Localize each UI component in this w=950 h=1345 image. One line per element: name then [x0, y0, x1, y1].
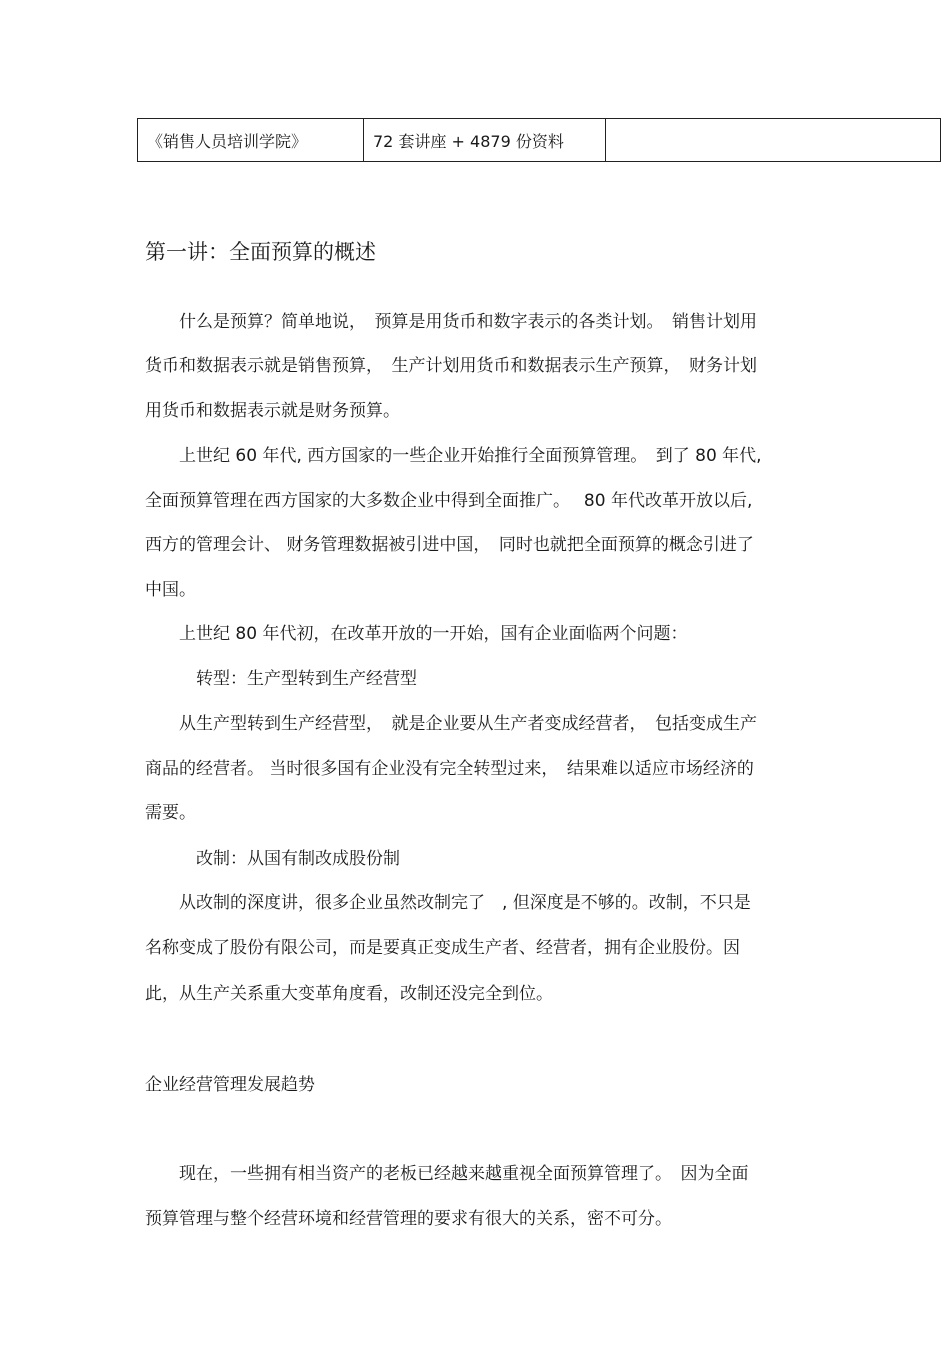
section-heading: 企业经营管理发展趋势	[145, 1075, 315, 1095]
page-title: 第一讲：全面预算的概述	[145, 240, 376, 264]
paragraph-line: 预算管理与整个经营环境和经营管理的要求有很大的关系，密不可分。	[145, 1209, 672, 1229]
paragraph-line: 名称变成了股份有限公司，而是要真正变成生产者、经营者，拥有企业股份。因	[145, 938, 740, 958]
header-table	[137, 118, 941, 162]
paragraph-line: 现在，一些拥有相当资产的老板已经越来越重视全面预算管理了。 因为全面	[145, 1164, 749, 1184]
paragraph-line: 需要。	[145, 803, 196, 823]
paragraph-line: 什么是预算？简单地说， 预算是用货币和数字表示的各类计划。 销售计划用	[145, 312, 757, 332]
paragraph-line: 从生产型转到生产经营型， 就是企业要从生产者变成经营者， 包括变成生产	[145, 714, 757, 734]
header-cell-empty	[606, 119, 941, 162]
subheading-line: 改制：从国有制改成股份制	[145, 849, 400, 869]
header-table-row	[138, 119, 941, 162]
header-cell-content: 72 套讲座 + 4879 份资料	[364, 119, 606, 162]
paragraph-line: 货币和数据表示就是销售预算， 生产计划用货币和数据表示生产预算， 财务计划	[145, 356, 757, 376]
paragraph-line: 全面预算管理在西方国家的大多数企业中得到全面推广。 80 年代改革开放以后,	[145, 491, 753, 511]
paragraph-line: 中国。	[145, 580, 196, 600]
paragraph-line: 用货币和数据表示就是财务预算。	[145, 401, 400, 421]
paragraph-line: 上世纪 80 年代初，在改革开放的一开始，国有企业面临两个问题：	[145, 624, 688, 644]
paragraph-line: 商品的经营者。 当时很多国有企业没有完全转型过来， 结果难以适应市场经济的	[145, 759, 754, 779]
paragraph-line: 此，从生产关系重大变革角度看，改制还没完全到位。	[145, 984, 553, 1004]
subheading-line: 转型：生产型转到生产经营型	[145, 669, 417, 689]
paragraph-line: 从改制的深度讲，很多企业虽然改制完了 , 但深度是不够的。改制，不只是	[145, 893, 751, 913]
paragraph-line: 西方的管理会计、 财务管理数据被引进中国， 同时也就把全面预算的概念引进了	[145, 535, 754, 555]
paragraph-line: 上世纪 60 年代, 西方国家的一些企业开始推行全面预算管理。 到了 80 年代,	[145, 446, 762, 466]
header-cell-course: 《销售人员培训学院》	[138, 119, 364, 162]
